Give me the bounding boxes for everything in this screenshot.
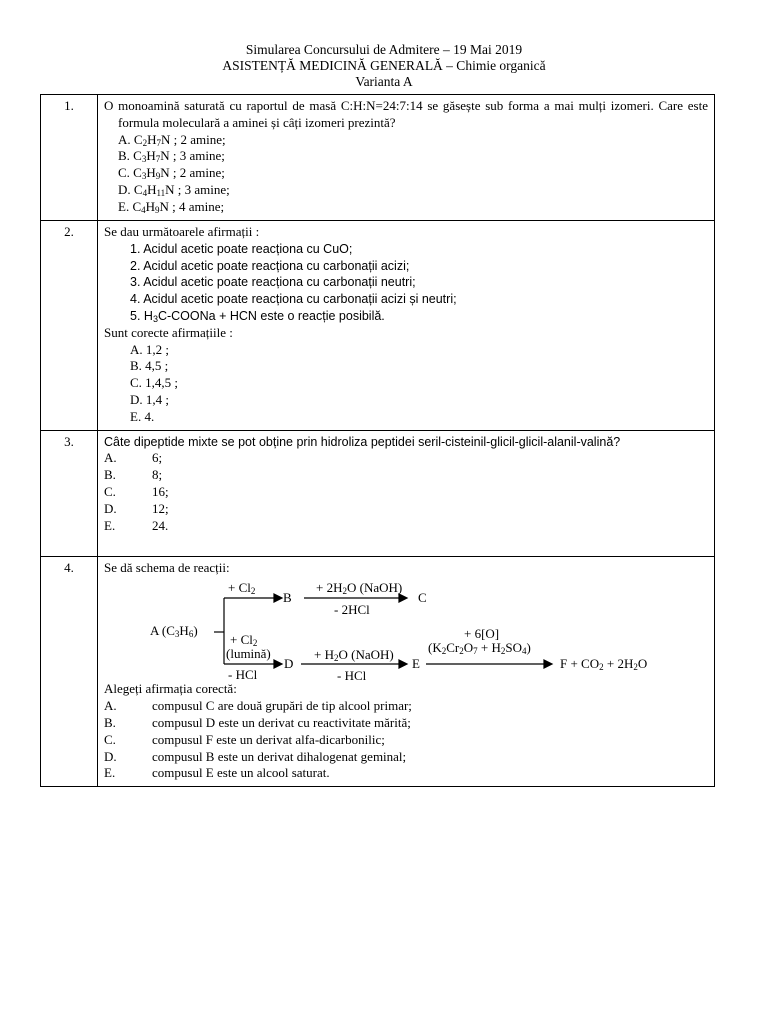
question-prompt: Sunt corecte afirmațiile : xyxy=(104,324,233,340)
statement-item: 5. $H_3C$-COONa + HCN este o reacție posibilă. xyxy=(130,308,385,324)
de-reagent: + $H_2O$ (NaOH) xyxy=(314,647,394,664)
bc-byproduct: - 2HCl xyxy=(334,602,370,618)
option-list xyxy=(104,698,708,782)
question-number: 1. xyxy=(41,95,98,221)
option-item: D. compusul B este un derivat dihalogenat geminal; xyxy=(104,748,407,764)
option-item: B. $C_3H_7N$ ; 3 amine; xyxy=(118,148,225,165)
oxidation-reagent: + 6[O] xyxy=(464,626,500,642)
bottom-reagent: + $Cl_2$ xyxy=(230,632,258,649)
compound-e: E xyxy=(412,656,420,672)
option-item: D. $C_4H_{11}N$ ; 3 amine; xyxy=(118,181,230,198)
option-item: A. 6; xyxy=(104,450,163,466)
question-body xyxy=(98,430,715,556)
reaction-scheme xyxy=(104,577,664,684)
option-item: C. compusul F este un derivat alfa-dicarbonilic; xyxy=(104,731,385,747)
question-prompt: Alegeți afirmația corectă: xyxy=(104,681,237,697)
option-item: E. $C_4H_9N$ ; 4 amine; xyxy=(118,198,225,215)
question-row xyxy=(41,221,715,431)
statement-item: 2. Acidul acetic poate reacționa cu carbonații acizi; xyxy=(130,258,410,273)
option-item: D. 1,4 ; xyxy=(130,391,169,407)
option-item: C. 1,4,5 ; xyxy=(130,375,179,391)
option-list xyxy=(104,132,708,216)
compound-a: A $(C_3H_6)$ xyxy=(150,623,198,640)
statement-list xyxy=(104,241,708,325)
option-item: A. $C_2H_7N$ ; 2 amine; xyxy=(118,131,226,148)
question-body xyxy=(98,556,715,787)
option-item: E. compusul E este un alcool saturat. xyxy=(104,765,330,781)
header-subject: ASISTENȚĂ MEDICINĂ GENERALĂ – Chimie organică xyxy=(222,58,546,73)
option-item: A. 1,2 ; xyxy=(130,341,169,357)
option-item: C. 16; xyxy=(104,483,169,499)
bc-reagent: + $2H_2O$ (NaOH) xyxy=(316,580,403,597)
option-item: D. 12; xyxy=(104,500,169,516)
option-item: B. 4,5 ; xyxy=(130,358,169,374)
question-stem: O monoamină saturată cu raportul de masă C:H:N=24:7:14 se găsește sub forma a mai mulți izomeri. Care este formula moleculară a aminei și câți izomeri prezintă? xyxy=(104,98,708,130)
header-variant: Varianta A xyxy=(355,74,413,89)
question-row xyxy=(41,95,715,221)
option-item: A. compusul C are două grupări de tip alcool primar; xyxy=(104,698,412,714)
question-stem: Se dă schema de reacții: xyxy=(104,559,230,575)
top-reagent: + $Cl_2$ xyxy=(228,580,256,597)
statement-item: 1. Acidul acetic poate reacționa cu CuO; xyxy=(130,241,353,256)
bottom-condition: (lumină) xyxy=(226,646,271,662)
bottom-byproduct: - HCl xyxy=(228,667,258,683)
oxidation-condition: $(K_2Cr_2O_7 + H_2SO_4)$ xyxy=(428,640,531,657)
header-title: Simularea Concursului de Admitere – 19 Mai 2019 xyxy=(245,42,523,57)
questions-table xyxy=(40,94,715,787)
question-number: 2. xyxy=(41,221,98,431)
option-item: B. 8; xyxy=(104,467,163,483)
question-row xyxy=(41,430,715,556)
option-item: E. 24. xyxy=(104,517,169,533)
question-body xyxy=(98,221,715,431)
compound-d: D xyxy=(284,656,294,672)
option-list xyxy=(104,342,708,426)
option-item: C. $C_3H_9N$ ; 2 amine; xyxy=(118,165,225,182)
statement-item: 3. Acidul acetic poate reacționa cu carbonații neutri; xyxy=(130,275,416,290)
option-list xyxy=(104,450,708,534)
de-byproduct: - HCl xyxy=(337,668,367,684)
page-header xyxy=(0,42,768,90)
question-stem: Câte dipeptide mixte se pot obține prin hidroliza peptidei seril-cisteinil-glicil-glicil-alanil-valină? xyxy=(104,434,621,449)
question-stem: Se dau următoarele afirmații : xyxy=(104,224,260,239)
option-item: E. 4. xyxy=(130,408,155,424)
question-number: 3. xyxy=(41,430,98,556)
option-item: B. compusul D este un derivat cu reactivitate mărită; xyxy=(104,714,411,730)
question-number: 4. xyxy=(41,556,98,787)
statement-item: 4. Acidul acetic poate reacționa cu carbonații acizi și neutri; xyxy=(130,292,457,307)
question-body xyxy=(98,95,715,221)
final-products: $F + CO_2 + 2H_2O$ xyxy=(560,656,648,673)
compound-b: B xyxy=(283,590,292,606)
question-row xyxy=(41,556,715,787)
compound-c: C xyxy=(418,590,427,606)
